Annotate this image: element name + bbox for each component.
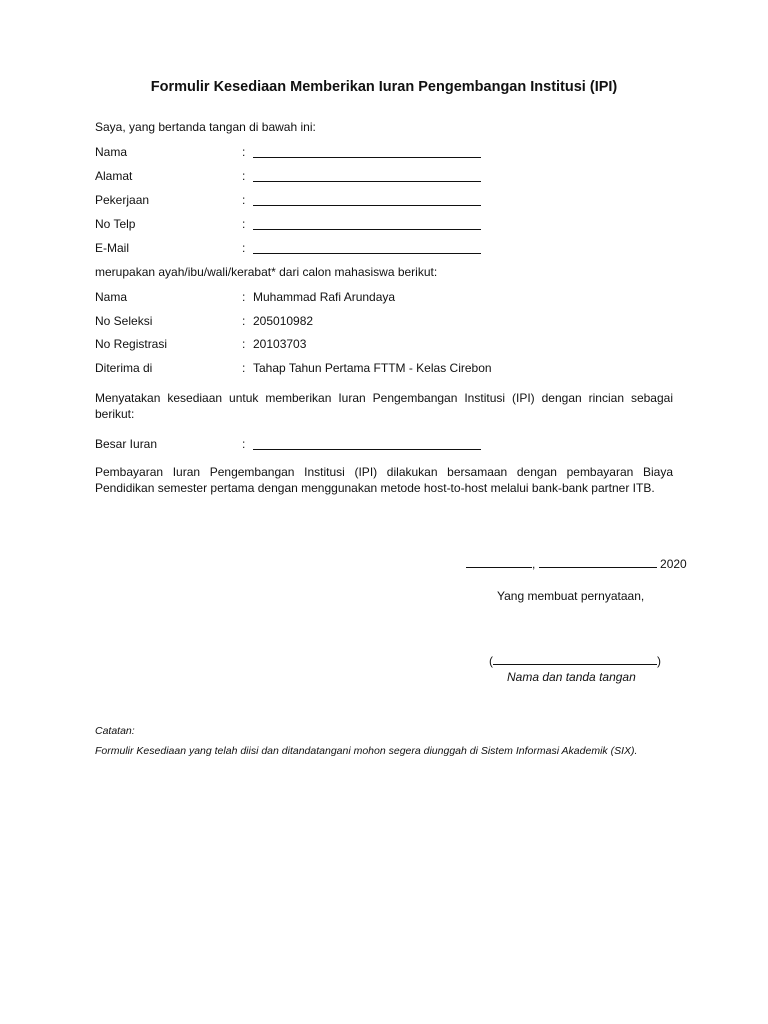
field-colon: :	[242, 145, 246, 159]
payment-text: Pembayaran Iuran Pengembangan Institusi (IPI) dilakukan bersamaan dengan pembayaran Biaya Pendidikan semester pertama dengan menggunakan metode host-to-host melalui bank-bank partner ITB.	[95, 465, 673, 495]
field-label: Alamat	[95, 169, 133, 183]
signer-caption: Yang membuat pernyataan,	[497, 589, 645, 603]
note-title: Catatan:	[95, 725, 135, 737]
field-colon: :	[242, 290, 246, 304]
field-label: Diterima di	[95, 361, 153, 375]
field-colon: :	[242, 437, 246, 451]
open-paren: (	[489, 654, 493, 668]
field-label: E-Mail	[95, 241, 130, 255]
field-label: No Telp	[95, 217, 136, 231]
field-value: 205010982	[253, 314, 314, 328]
field-label: No Seleksi	[95, 314, 153, 328]
blank-line	[253, 449, 481, 450]
field-colon: :	[242, 193, 246, 207]
blank-line	[253, 205, 481, 206]
field-value: Tahap Tahun Pertama FTTM - Kelas Cirebon	[253, 361, 492, 375]
field-colon: :	[242, 314, 246, 328]
date-blank	[539, 557, 657, 568]
intro-text: Saya, yang bertanda tangan di bawah ini:	[95, 120, 316, 134]
close-paren: )	[657, 654, 661, 668]
field-colon: :	[242, 217, 246, 231]
field-label: Besar Iuran	[95, 437, 158, 451]
statement-text: Menyatakan kesediaan untuk memberikan Iuran Pengembangan Institusi (IPI) dengan rincian sebagai berikut:	[95, 391, 673, 421]
field-colon: :	[242, 241, 246, 255]
field-colon: :	[242, 169, 246, 183]
blank-line	[253, 253, 481, 254]
blank-line	[253, 181, 481, 182]
field-label: Nama	[95, 145, 128, 159]
signature-line	[489, 654, 661, 668]
field-value: 20103703	[253, 337, 307, 351]
signature-name-caption: Nama dan tanda tangan	[507, 670, 636, 684]
field-colon: :	[242, 337, 246, 351]
place-date-line	[466, 557, 687, 571]
signature-blank	[493, 654, 657, 665]
blank-line	[253, 229, 481, 230]
note-text: Formulir Kesediaan yang telah diisi dan ditandatangani mohon segera diunggah di Sistem Informasi Akademik (SIX).	[95, 745, 638, 757]
place-blank	[466, 557, 532, 568]
form-title: Formulir Kesediaan Memberikan Iuran Pengembangan Institusi (IPI)	[150, 79, 618, 95]
date-comma: ,	[532, 557, 536, 571]
field-label: Nama	[95, 290, 128, 304]
field-colon: :	[242, 361, 246, 375]
field-label: No Registrasi	[95, 337, 168, 351]
relation-text: merupakan ayah/ibu/wali/kerabat* dari calon mahasiswa berikut:	[95, 265, 438, 279]
field-value: Muhammad Rafi Arundaya	[253, 290, 396, 304]
date-year: 2020	[660, 557, 687, 571]
field-label: Pekerjaan	[95, 193, 150, 207]
blank-line	[253, 157, 481, 158]
